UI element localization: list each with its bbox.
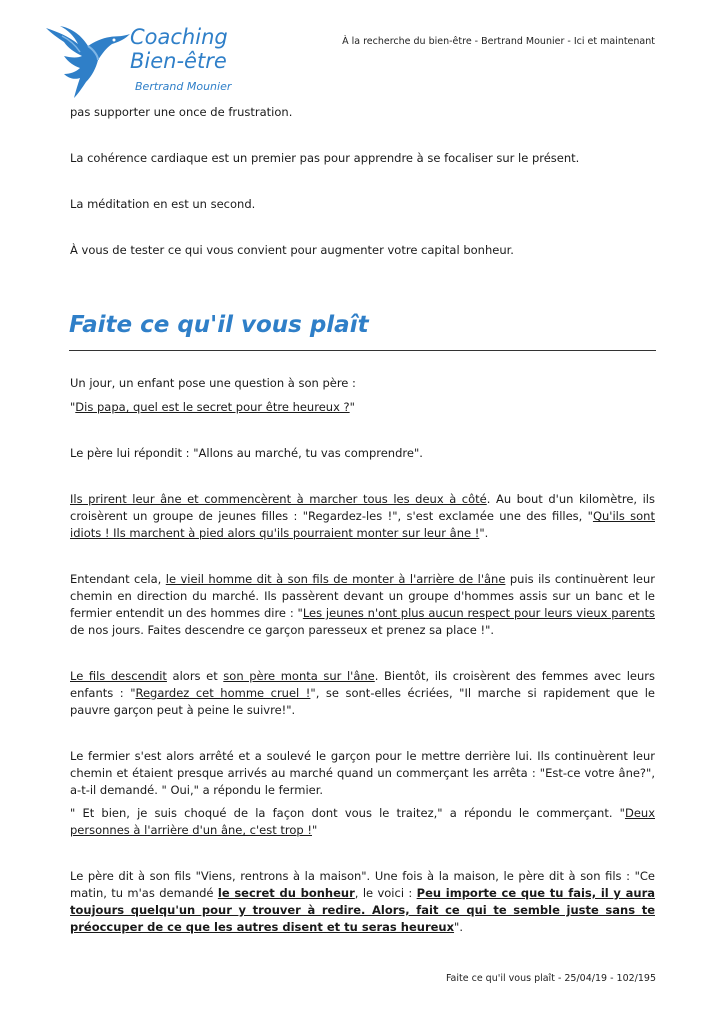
paragraph: [70, 668, 655, 719]
text-run: , le voici :: [354, 886, 417, 900]
logo-title-line2: Bien-être: [130, 49, 227, 73]
quote-mark: ": [70, 400, 76, 414]
text-run: alors et: [166, 669, 224, 683]
page-footer: Faite ce qu'il vous plaît - 25/04/19 - 102/195: [445, 973, 656, 984]
text-run: ".: [454, 920, 463, 934]
paragraph: [70, 805, 655, 839]
paragraph: [70, 571, 655, 639]
underlined-text: Ils prirent leur âne et commencèrent à marcher tous les deux à côté: [70, 492, 487, 506]
text-run: puis ils continuèrent leur chemin en direction du marché. Ils passèrent devant un groupe d'hommes assis sur un banc et le fermier entendit un des hommes dire : ": [70, 572, 656, 620]
section-title: Faite ce qu'il vous plaît: [69, 312, 369, 338]
hummingbird-icon: [44, 22, 134, 100]
text-run: . Au bout d'un kilomètre, ils croisèrent un groupe de jeunes filles : "Regardez-les !", s'est exclamée une des filles, ": [70, 492, 655, 523]
paragraph: La cohérence cardiaque est un premier pas pour apprendre à se focaliser sur le présent.: [70, 151, 580, 165]
text-run: ".: [479, 526, 489, 540]
text-run: de nos jours. Faites descendre ce garçon paresseux et prenez sa place !".: [70, 623, 495, 637]
bold-underlined-text: Peu importe ce que tu fais, il y aura toujours quelqu'un pour y trouver à redire. Alors, fait ce qui te semble juste sans te préoccuper de ce que les autres disent et tu seras heureux: [70, 886, 656, 934]
text-run: Entendant cela,: [70, 572, 166, 586]
paragraph: Le père lui répondit : "Allons au marché, tu vas comprendre".: [70, 446, 423, 460]
text-run: ": [311, 823, 318, 837]
question-text: Dis papa, quel est le secret pour être heureux ?: [75, 400, 350, 414]
text-run: " Et bien, je suis choqué de la façon dont vous le traitez," a répondu le commerçant. ": [70, 806, 625, 820]
quote-mark: ": [349, 400, 355, 414]
paragraph: [70, 491, 655, 542]
paragraph: Le fermier s'est alors arrêté et a soulevé le garçon pour le mettre derrière lui. Ils continuèrent leur chemin et étaient presque arrivés au marché quand un commerçant les arrêta : "Est-ce votre âne?", a-t-il demandé. " Oui," a répondu le fermier.: [70, 749, 655, 797]
title-divider: [69, 350, 656, 351]
underlined-text: Regardez cet homme cruel !: [135, 686, 311, 700]
underlined-text: son père monta sur l'âne: [223, 669, 375, 683]
story-section: [70, 375, 655, 936]
intro-section: [70, 104, 655, 259]
underlined-text: Qu'ils sont idiots ! Ils marchent à pied alors qu'ils pourraient monter sur leur âne !: [70, 509, 655, 540]
paragraph: [70, 868, 655, 936]
underlined-text: Les jeunes n'ont plus aucun respect pour leurs vieux parents: [302, 606, 655, 620]
paragraph: À vous de tester ce qui vous convient pour augmenter votre capital bonheur.: [70, 243, 514, 257]
logo: [44, 22, 244, 102]
text-run: . Bientôt, ils croisèrent des femmes avec leurs enfants : ": [70, 669, 655, 700]
logo-author: Bertrand Mounier: [135, 80, 232, 93]
underlined-text: Le fils descendit: [70, 669, 167, 683]
paragraph: pas supporter une once de frustration.: [70, 105, 293, 119]
bold-underlined-text: le secret du bonheur: [217, 886, 355, 900]
text-run: ", se sont-elles écriées, "Il marche si rapidement que le pauvre garçon peut à peine le suivre!".: [70, 686, 655, 717]
running-header: À la recherche du bien-être - Bertrand Mounier - Ici et maintenant: [342, 36, 655, 47]
text-run: Le père dit à son fils "Viens, rentrons à la maison". Une fois à la maison, le père dit à son fils : "Ce matin, tu m'as demandé: [70, 869, 655, 900]
logo-title-line1: Coaching: [130, 25, 228, 49]
underlined-text: Deux personnes à l'arrière d'un âne, c'est trop !: [70, 806, 655, 837]
underlined-text: le vieil homme dit à son fils de monter à l'arrière de l'âne: [165, 572, 506, 586]
paragraph: Un jour, un enfant pose une question à son père :: [70, 376, 356, 390]
question-paragraph: [70, 399, 655, 416]
paragraph: La méditation en est un second.: [70, 197, 256, 211]
